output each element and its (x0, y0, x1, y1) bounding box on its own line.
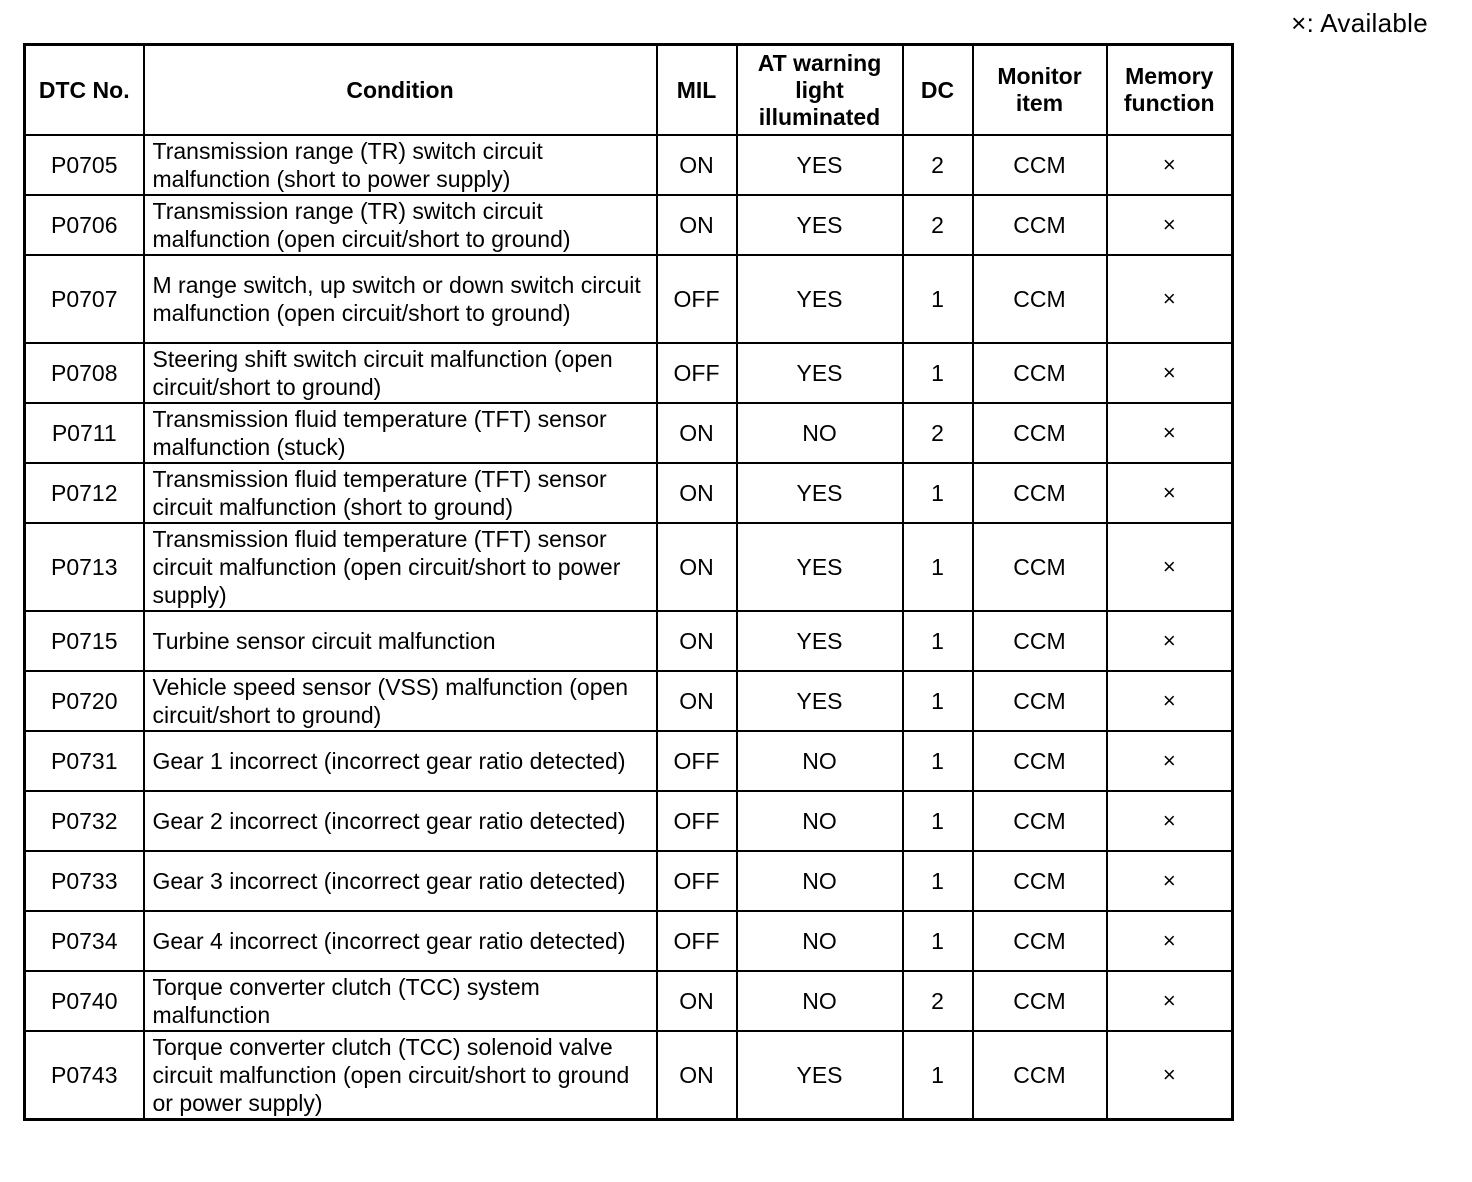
table-row (25, 135, 1233, 195)
dtc-code: P0731 (25, 731, 144, 791)
table-row (25, 195, 1233, 255)
memory-available-mark: × (1107, 195, 1233, 255)
dtc-code: P0705 (25, 135, 144, 195)
table-row (25, 255, 1233, 343)
dc-value: 1 (903, 255, 973, 343)
memory-available-mark: × (1107, 343, 1233, 403)
at-warning-value: YES (737, 343, 903, 403)
mil-value: ON (657, 971, 737, 1031)
at-warning-value: YES (737, 611, 903, 671)
mil-value: ON (657, 463, 737, 523)
memory-available-mark: × (1107, 523, 1233, 611)
dtc-code: P0720 (25, 671, 144, 731)
monitor-value: CCM (973, 911, 1107, 971)
mil-value: ON (657, 135, 737, 195)
condition-text: Steering shift switch circuit malfunction (open circuit/short to ground) (144, 343, 657, 403)
table-row (25, 671, 1233, 731)
condition-text: Torque converter clutch (TCC) system malfunction (144, 971, 657, 1031)
memory-available-mark: × (1107, 971, 1233, 1031)
monitor-value: CCM (973, 851, 1107, 911)
monitor-value: CCM (973, 343, 1107, 403)
monitor-value: CCM (973, 523, 1107, 611)
dtc-code: P0743 (25, 1031, 144, 1120)
header-at-warning: AT warning light illuminated (737, 45, 903, 136)
condition-text: Gear 3 incorrect (incorrect gear ratio detected) (144, 851, 657, 911)
at-warning-value: NO (737, 911, 903, 971)
dc-value: 2 (903, 195, 973, 255)
monitor-value: CCM (973, 135, 1107, 195)
at-warning-value: YES (737, 1031, 903, 1120)
mil-value: OFF (657, 255, 737, 343)
dc-value: 1 (903, 671, 973, 731)
condition-text: Gear 2 incorrect (incorrect gear ratio detected) (144, 791, 657, 851)
monitor-value: CCM (973, 671, 1107, 731)
at-warning-value: YES (737, 523, 903, 611)
at-warning-value: YES (737, 671, 903, 731)
monitor-value: CCM (973, 255, 1107, 343)
mil-value: ON (657, 523, 737, 611)
table-row (25, 791, 1233, 851)
dtc-table (23, 43, 1234, 1121)
table-row (25, 971, 1233, 1031)
at-warning-value: YES (737, 255, 903, 343)
dtc-code: P0711 (25, 403, 144, 463)
memory-available-mark: × (1107, 1031, 1233, 1120)
legend-available: ×: Available (1291, 8, 1428, 38)
mil-value: ON (657, 611, 737, 671)
monitor-value: CCM (973, 195, 1107, 255)
monitor-value: CCM (973, 791, 1107, 851)
condition-text: Gear 1 incorrect (incorrect gear ratio detected) (144, 731, 657, 791)
monitor-value: CCM (973, 611, 1107, 671)
condition-text: Transmission fluid temperature (TFT) sensor circuit malfunction (short to ground) (144, 463, 657, 523)
table-row (25, 851, 1233, 911)
dc-value: 1 (903, 1031, 973, 1120)
header-condition: Condition (144, 45, 657, 136)
condition-text: Torque converter clutch (TCC) solenoid valve circuit malfunction (open circuit/short to ground or power supply) (144, 1031, 657, 1120)
condition-text: Transmission fluid temperature (TFT) sensor malfunction (stuck) (144, 403, 657, 463)
memory-available-mark: × (1107, 851, 1233, 911)
header-memory-function: Memory function (1107, 45, 1233, 136)
monitor-value: CCM (973, 971, 1107, 1031)
at-warning-value: NO (737, 791, 903, 851)
memory-available-mark: × (1107, 135, 1233, 195)
dc-value: 1 (903, 791, 973, 851)
mil-value: ON (657, 403, 737, 463)
dtc-code: P0733 (25, 851, 144, 911)
memory-available-mark: × (1107, 611, 1233, 671)
mil-value: OFF (657, 791, 737, 851)
mil-value: OFF (657, 851, 737, 911)
monitor-value: CCM (973, 1031, 1107, 1120)
table-row (25, 1031, 1233, 1120)
at-warning-value: YES (737, 195, 903, 255)
at-warning-value: YES (737, 463, 903, 523)
at-warning-value: NO (737, 971, 903, 1031)
at-warning-value: YES (737, 135, 903, 195)
table-header (25, 45, 1233, 136)
dtc-code: P0712 (25, 463, 144, 523)
memory-available-mark: × (1107, 791, 1233, 851)
at-warning-value: NO (737, 403, 903, 463)
dtc-code: P0707 (25, 255, 144, 343)
dtc-code: P0708 (25, 343, 144, 403)
header-row (25, 45, 1233, 136)
condition-text: Transmission range (TR) switch circuit malfunction (short to power supply) (144, 135, 657, 195)
condition-text: Transmission fluid temperature (TFT) sensor circuit malfunction (open circuit/short to power supply) (144, 523, 657, 611)
mil-value: OFF (657, 911, 737, 971)
dtc-code: P0715 (25, 611, 144, 671)
dtc-code: P0740 (25, 971, 144, 1031)
at-warning-value: NO (737, 851, 903, 911)
condition-text: Turbine sensor circuit malfunction (144, 611, 657, 671)
header-mil: MIL (657, 45, 737, 136)
mil-value: ON (657, 671, 737, 731)
table-row (25, 911, 1233, 971)
dc-value: 2 (903, 403, 973, 463)
dtc-code: P0706 (25, 195, 144, 255)
mil-value: OFF (657, 343, 737, 403)
dtc-code: P0732 (25, 791, 144, 851)
condition-text: Transmission range (TR) switch circuit malfunction (open circuit/short to ground) (144, 195, 657, 255)
header-dc: DC (903, 45, 973, 136)
monitor-value: CCM (973, 731, 1107, 791)
memory-available-mark: × (1107, 403, 1233, 463)
table-row (25, 611, 1233, 671)
dc-value: 1 (903, 343, 973, 403)
dc-value: 1 (903, 851, 973, 911)
table-row (25, 523, 1233, 611)
memory-available-mark: × (1107, 463, 1233, 523)
monitor-value: CCM (973, 463, 1107, 523)
dc-value: 1 (903, 911, 973, 971)
dc-value: 1 (903, 731, 973, 791)
table-row (25, 731, 1233, 791)
header-dtc-no: DTC No. (25, 45, 144, 136)
memory-available-mark: × (1107, 911, 1233, 971)
condition-text: Gear 4 incorrect (incorrect gear ratio detected) (144, 911, 657, 971)
table-row (25, 463, 1233, 523)
header-monitor-item: Monitor item (973, 45, 1107, 136)
monitor-value: CCM (973, 403, 1107, 463)
table-body (25, 135, 1233, 1120)
memory-available-mark: × (1107, 671, 1233, 731)
dtc-code: P0713 (25, 523, 144, 611)
memory-available-mark: × (1107, 731, 1233, 791)
condition-text: M range switch, up switch or down switch circuit malfunction (open circuit/short to ground) (144, 255, 657, 343)
dc-value: 2 (903, 971, 973, 1031)
dc-value: 1 (903, 523, 973, 611)
memory-available-mark: × (1107, 255, 1233, 343)
table-row (25, 343, 1233, 403)
at-warning-value: NO (737, 731, 903, 791)
dc-value: 1 (903, 611, 973, 671)
condition-text: Vehicle speed sensor (VSS) malfunction (open circuit/short to ground) (144, 671, 657, 731)
dc-value: 1 (903, 463, 973, 523)
dc-value: 2 (903, 135, 973, 195)
table-row (25, 403, 1233, 463)
dtc-code: P0734 (25, 911, 144, 971)
mil-value: OFF (657, 731, 737, 791)
mil-value: ON (657, 195, 737, 255)
mil-value: ON (657, 1031, 737, 1120)
